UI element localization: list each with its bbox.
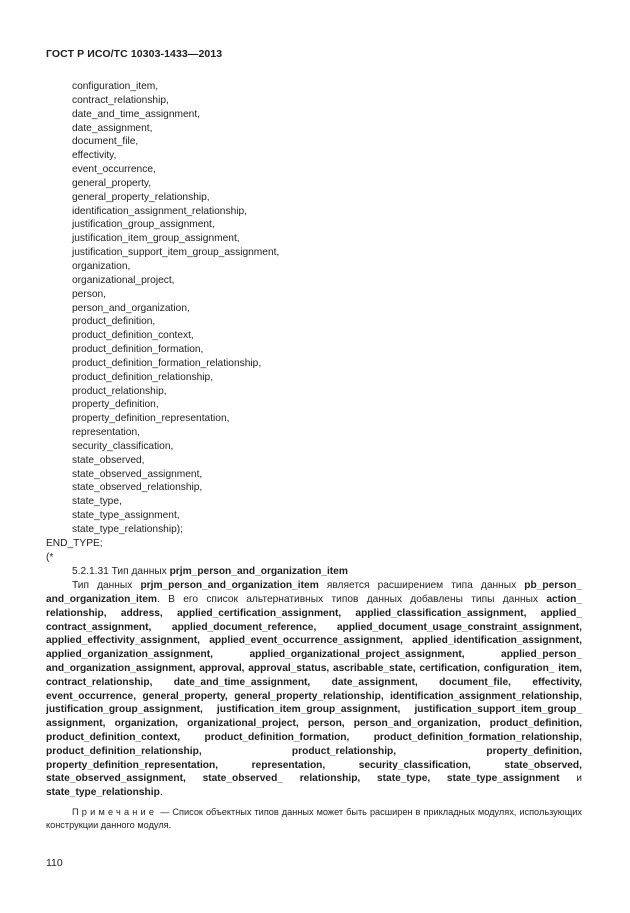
listing-item: product_definition_relationship,	[72, 371, 214, 383]
listing-item: document_file,	[72, 136, 139, 148]
listing-item: organization,	[72, 260, 131, 272]
listing-item: organizational_project,	[72, 274, 175, 286]
listing-item: security_classification,	[72, 440, 174, 452]
page-header: ГОСТ Р ИСО/ТС 10303-1433—2013	[46, 48, 223, 60]
listing-item: person,	[72, 288, 106, 300]
listing-item: product_relationship,	[72, 385, 167, 397]
para-prefix: Тип данных	[72, 580, 141, 592]
listing-item: justification_item_group_assignment,	[72, 233, 240, 245]
listing-item: product_definition_context,	[72, 330, 194, 342]
listing-item: justification_group_assignment,	[72, 219, 215, 231]
para-type: prjm_person_and_organization_item	[140, 580, 319, 592]
listing-item: state_type,	[72, 496, 122, 508]
section-5-2-1-31	[46, 565, 582, 831]
comment-open-line: (*	[46, 551, 54, 563]
listing-item: configuration_item,	[72, 81, 159, 92]
listing-item: contract_relationship,	[72, 94, 169, 106]
listing-item: general_property,	[72, 177, 152, 189]
listing-item: date_and_time_assignment,	[72, 108, 200, 120]
para-mid: является расширением типа данных	[318, 580, 525, 592]
listing-item: effectivity,	[72, 150, 117, 162]
listing-item: state_observed_relationship,	[72, 482, 203, 494]
section-heading	[46, 565, 582, 579]
listing-item: state_type_relationship);	[72, 524, 183, 535]
listing-item: property_definition,	[72, 399, 159, 411]
listing-item: state_type_assignment,	[72, 510, 180, 522]
para-type-list: action_ relationship, address, applied_certification_assignment, applied_classification_assignment, applied_ contract_assignment, applied_document_reference, applied_document_usage_constraint_assignment, applied_effectivity_assignment, applied_event_occurrence_assignment, applied_identification_assignment, applied_organization_assignment, applied_organizational_project_assignment, applied_person_ and_organization_assignment, approval, approval_status, ascribable_state, certification, configuration_ item, contract_relationship, date_and_time_assignment, date_assignment, document_file, effectivity, event_occurrence, general_property, general_property_relationship, identification_assignment_relationship, justification_group_assignment, justification_item_group_assignment, justification_support_item_group_ assignment, organization, organizational_project, person, person_and_organization, product_definition, product_definition_context, product_definition_formation, product_definition_formation_relationship, product_definition_relationship, product_relationship, property_definition, property_definition_representation, representation, security_classification, state_observed, state_observed_assignment, state_observed_ relationship, state_type, state_type_assignment	[46, 594, 582, 785]
end-type-line: END_TYPE;	[46, 537, 103, 549]
listing-item: date_assignment,	[72, 122, 153, 134]
listing-item: representation,	[72, 427, 140, 439]
section-heading-prefix: 5.2.1.31 Тип данных	[72, 566, 170, 577]
listing-item: event_occurrence,	[72, 164, 156, 176]
para-and: и	[559, 773, 582, 785]
para-base-type: pb_person_ and_organization_item	[46, 580, 582, 606]
para-last-type: state_type_relationship	[46, 787, 160, 799]
note-text: — Список объектных типов данных может быть расширен в прикладных модулях, использующих конструкции данного модуля.	[46, 807, 582, 830]
section-paragraph	[46, 579, 582, 800]
listing-item: product_definition_formation,	[72, 344, 204, 356]
listing-item: state_observed_assignment,	[72, 468, 203, 480]
page-number: 110	[46, 857, 63, 869]
listing-item: general_property_relationship,	[72, 191, 210, 203]
listing-item: identification_assignment_relationship,	[72, 205, 247, 217]
listing-item: property_definition_representation,	[72, 413, 230, 425]
section-heading-type: prjm_person_and_organization_item	[169, 566, 348, 577]
listing-item: product_definition,	[72, 316, 156, 328]
note-label: Примечание	[72, 807, 158, 818]
para-list-intro: . В его список альтернативных типов данных добавлены типы данных	[156, 594, 547, 606]
listing-item: product_definition_formation_relationship,	[72, 357, 262, 369]
para-end: .	[159, 787, 163, 799]
listing-item: justification_support_item_group_assignment,	[72, 247, 280, 259]
listing-item: person_and_organization,	[72, 302, 190, 314]
listing-item: state_observed,	[72, 454, 145, 466]
note-paragraph	[46, 806, 582, 831]
express-listing	[46, 80, 586, 565]
